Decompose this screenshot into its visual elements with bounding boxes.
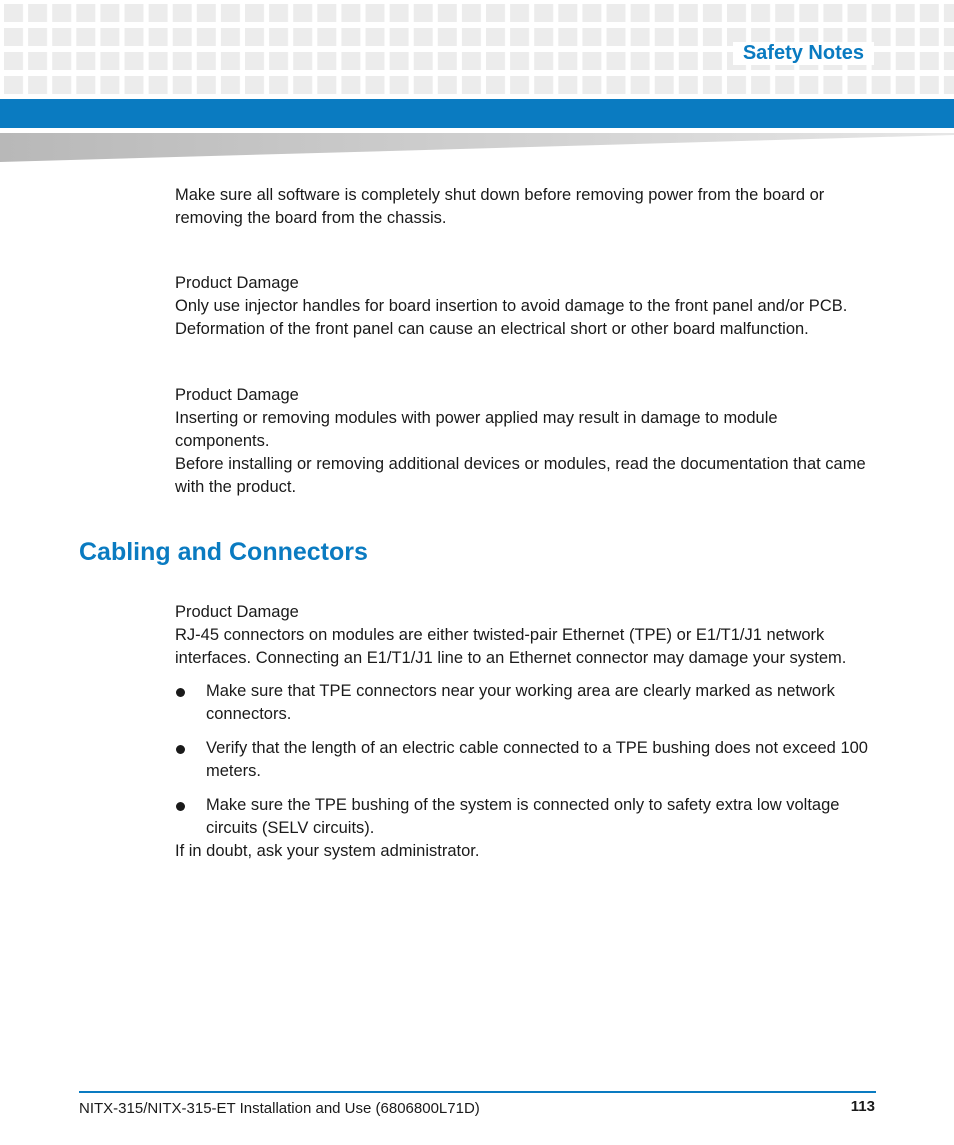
notice-title: Product Damage <box>175 603 299 621</box>
footer-document-title: NITX-315/NITX-315-ET Installation and Use (6806800L71D) <box>79 1100 480 1117</box>
bullet-icon <box>176 688 185 697</box>
notice-2 <box>175 384 875 499</box>
list-item <box>175 680 875 726</box>
notice-title: Product Damage <box>175 274 299 292</box>
notice-text: Inserting or removing modules with power applied may result in damage to module components. <box>175 409 778 450</box>
notice-text: RJ-45 connectors on modules are either twisted-pair Ethernet (TPE) or E1/T1/J1 network interfaces. Connecting an E1/T1/J1 line to an Ethernet connector may damage your system. <box>175 626 847 667</box>
notice-text: Before installing or removing additional devices or modules, read the documentation that came with the product. <box>175 455 866 496</box>
intro-paragraph: Make sure all software is completely shut down before removing power from the board or removing the board from the chassis. <box>175 186 825 227</box>
running-header-title: Safety Notes <box>733 42 874 65</box>
closing-text: If in doubt, ask your system administrator. <box>175 842 480 860</box>
header-gray-wedge <box>0 131 954 163</box>
header-blue-bar <box>0 99 954 128</box>
notice-text: Only use injector handles for board insertion to avoid damage to the front panel and/or PCB. Deformation of the front panel can cause an electrical short or other board malfunction. <box>175 297 848 338</box>
page-number: 113 <box>850 1098 875 1115</box>
bullet-icon <box>176 745 185 754</box>
list-item <box>175 737 875 783</box>
cabling-notice <box>175 601 875 863</box>
footer-rule <box>79 1091 876 1093</box>
list-item-text: Make sure the TPE bushing of the system is connected only to safety extra low voltage circuits (SELV circuits). <box>206 796 840 837</box>
list-item-text: Verify that the length of an electric cable connected to a TPE bushing does not exceed 100 meters. <box>206 739 868 780</box>
intro-block <box>175 184 875 230</box>
section-heading: Cabling and Connectors <box>79 538 368 566</box>
notice-title: Product Damage <box>175 386 299 404</box>
list-item <box>175 794 875 840</box>
list-item-text: Make sure that TPE connectors near your working area are clearly marked as network connectors. <box>206 682 835 723</box>
bullet-list <box>175 680 875 840</box>
notice-1 <box>175 272 875 341</box>
bullet-icon <box>176 802 185 811</box>
